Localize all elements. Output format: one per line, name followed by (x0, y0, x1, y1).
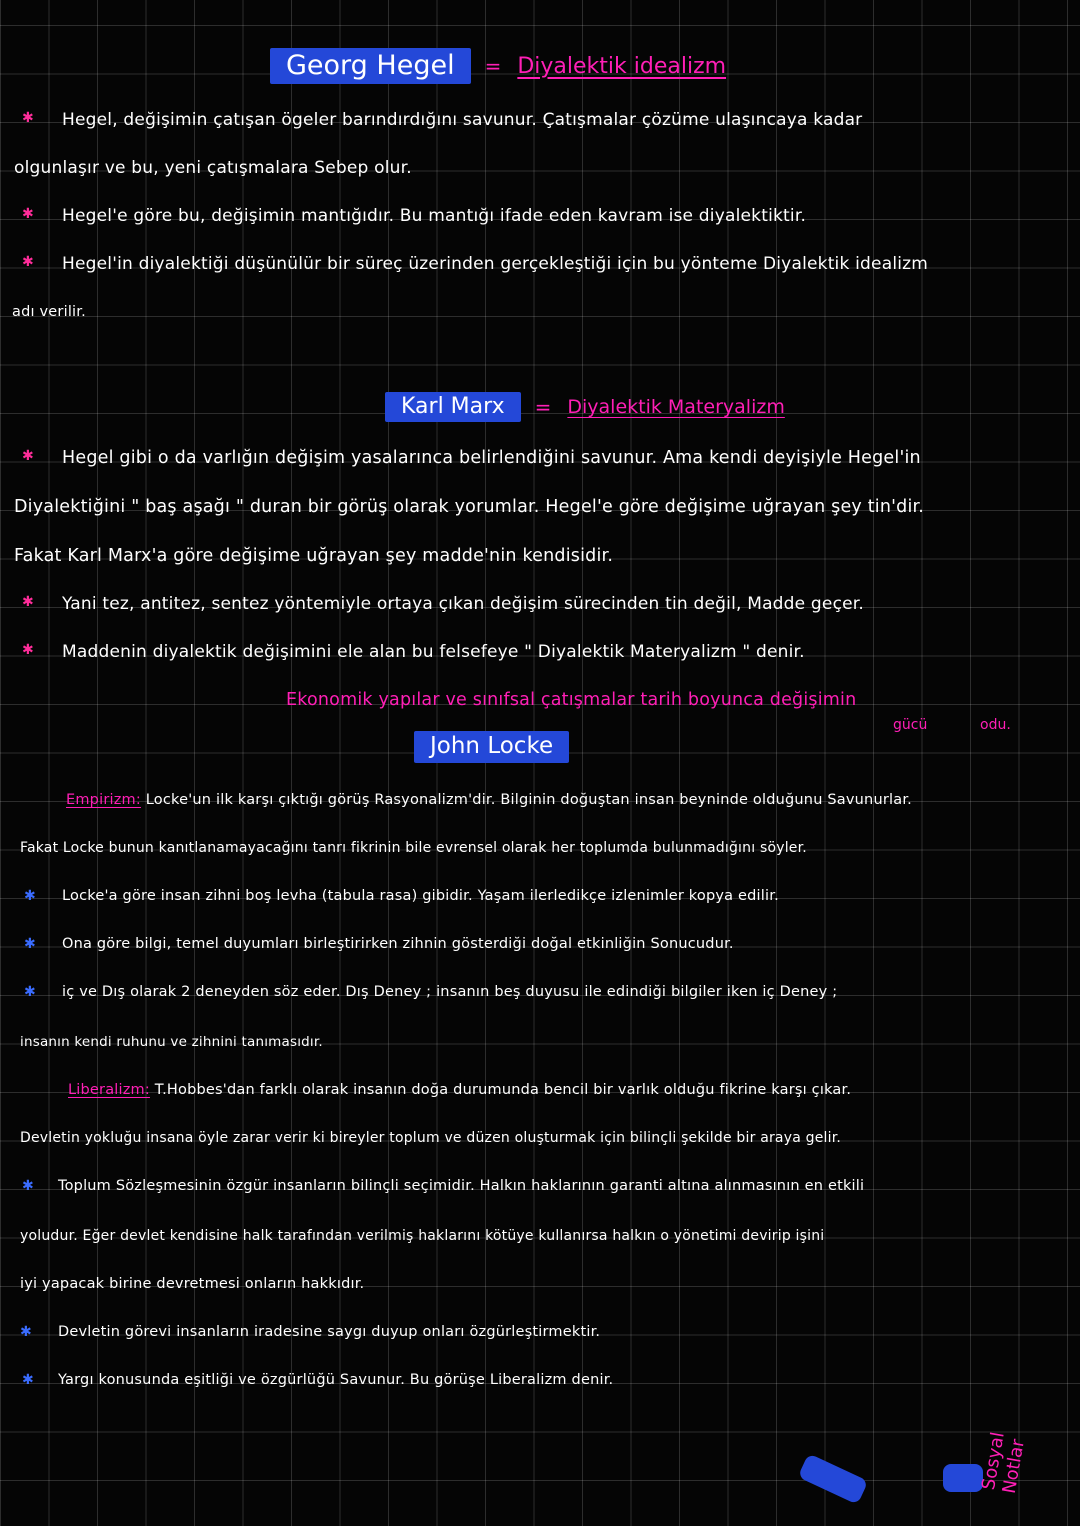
hegel-line-2: olgunlaşır ve bu, yeni çatışmalara Sebep olur. (14, 158, 412, 178)
marx-header (385, 392, 785, 422)
locke-line-4: Ona göre bilgi, temel duyumları birleştirirken zihnin gösterdiği doğal etkinliğin Sonucudur. (62, 936, 734, 952)
hegel-header (270, 48, 726, 84)
locke-line-2: Fakat Locke bunun kanıtlanamayacağını tanrı fikrinin bile evrensel olarak her toplumda bulunmadığını söyler. (20, 840, 807, 856)
marx-note-gucu: gücü (893, 717, 928, 733)
locke-line-5: iç ve Dış olarak 2 deneyden söz eder. Dış Deney ; insanın beş duyusu ile edindiği bilgiler iken iç Deney ; (62, 984, 838, 1000)
bullet-icon: ✱ (22, 594, 34, 610)
locke-line-3: Locke'a göre insan zihni boş levha (tabula rasa) gibidir. Yaşam ilerledikçe izlenimler kopya edilir. (62, 888, 779, 904)
locke-line-7-text: T.Hobbes'dan farklı olarak insanın doğa durumunda bencil bir varlık olduğu fikrine karşı çıkar. (154, 1082, 852, 1098)
marx-line-2: Diyalektiğini " baş aşağı " duran bir görüş olarak yorumlar. Hegel'e göre değişime uğrayan şey tin'dir. (14, 497, 925, 517)
locke-line-1-text: Locke'un ilk karşı çıktığı görüş Rasyonalizm'dir. Bilginin doğuştan insan beyninde olduğunu Savunurlar. (145, 792, 912, 808)
bullet-icon: ✱ (22, 642, 34, 658)
marx-line-1: Hegel gibi o da varlığın değişim yasalarınca belirlendiğini savunur. Ama kendi deyişiyle Hegel'in (62, 448, 921, 468)
hegel-line-3: Hegel'e göre bu, değişimin mantığıdır. Bu mantığı ifade eden kavram ise diyalektiktir. (62, 206, 807, 226)
liberalizm-label: Liberalizm: (68, 1082, 150, 1098)
bullet-icon: ✱ (22, 110, 34, 126)
locke-line-8: Devletin yokluğu insana öyle zarar verir ki bireyler toplum ve düzen oluşturmak için bilinçli şekilde bir araya gelir. (20, 1130, 842, 1146)
hegel-equals: = (484, 54, 502, 79)
bullet-icon: ✱ (22, 254, 34, 270)
bullet-icon: ✱ (22, 1372, 34, 1388)
marx-equals: = (534, 395, 552, 420)
marx-line-3: Fakat Karl Marx'a göre değişime uğrayan şey madde'nin kendisidir. (14, 546, 614, 566)
bullet-icon: ✱ (24, 984, 36, 1000)
hegel-line-4: Hegel'in diyalektiği düşünülür bir süreç üzerinden gerçekleştiği için bu yönteme Diyalektik idealizm (62, 254, 929, 274)
bullet-icon: ✱ (20, 1324, 32, 1340)
hegel-line-1: Hegel, değişimin çatışan ögeler barındırdığını savunur. Çatışmalar çözüme ulaşıncaya kadar (62, 110, 863, 130)
locke-line-1 (66, 792, 912, 808)
highlighter-marker-icon (798, 1453, 869, 1504)
marx-title: Karl Marx (385, 392, 521, 422)
locke-line-6: insanın kendi ruhunu ve zihnini tanımasıdır. (20, 1034, 323, 1050)
marx-note-odu: odu. (980, 717, 1011, 733)
locke-header (414, 731, 569, 763)
hegel-subtitle: Diyalektik idealizm (517, 53, 727, 79)
locke-line-11: iyi yapacak birine devretmesi onların hakkıdır. (20, 1276, 365, 1292)
bullet-icon: ✱ (24, 888, 36, 904)
marx-line-4: Yani tez, antitez, sentez yöntemiyle ortaya çıkan değişim sürecinden tin değil, Madde geçer. (62, 594, 865, 614)
marx-subtitle: Diyalektik Materyalizm (567, 396, 785, 419)
empirizm-label: Empirizm: (66, 792, 141, 808)
locke-line-7 (68, 1082, 851, 1098)
hegel-title: Georg Hegel (270, 48, 471, 84)
bullet-icon: ✱ (22, 1178, 34, 1194)
locke-title: John Locke (414, 731, 569, 763)
locke-line-10: yoludur. Eğer devlet kendisine halk tarafından verilmiş haklarını kötüye kullanırsa halkın o yönetimi devirip işini (20, 1228, 825, 1244)
bullet-icon: ✱ (22, 206, 34, 222)
bullet-icon: ✱ (22, 448, 34, 464)
locke-line-9: Toplum Sözleşmesinin özgür insanların bilinçli seçimidir. Halkın haklarının garanti altına alınmasının en etkili (58, 1178, 865, 1194)
locke-line-12: Devletin görevi insanların iradesine saygı duyup onları özgürleştirmektir. (58, 1324, 601, 1340)
marx-line-5: Maddenin diyalektik değişimini ele alan bu felsefeye " Diyalektik Materyalizm " denir. (62, 642, 805, 662)
bullet-icon: ✱ (24, 936, 36, 952)
signature: Sosyal Notlar (978, 1430, 1029, 1496)
hegel-line-5: adı verilir. (12, 304, 86, 320)
locke-line-13: Yargı konusunda eşitliği ve özgürlüğü Savunur. Bu görüşe Liberalizm denir. (58, 1372, 614, 1388)
marx-note: Ekonomik yapılar ve sınıfsal çatışmalar tarih boyunca değişimin (286, 690, 857, 710)
